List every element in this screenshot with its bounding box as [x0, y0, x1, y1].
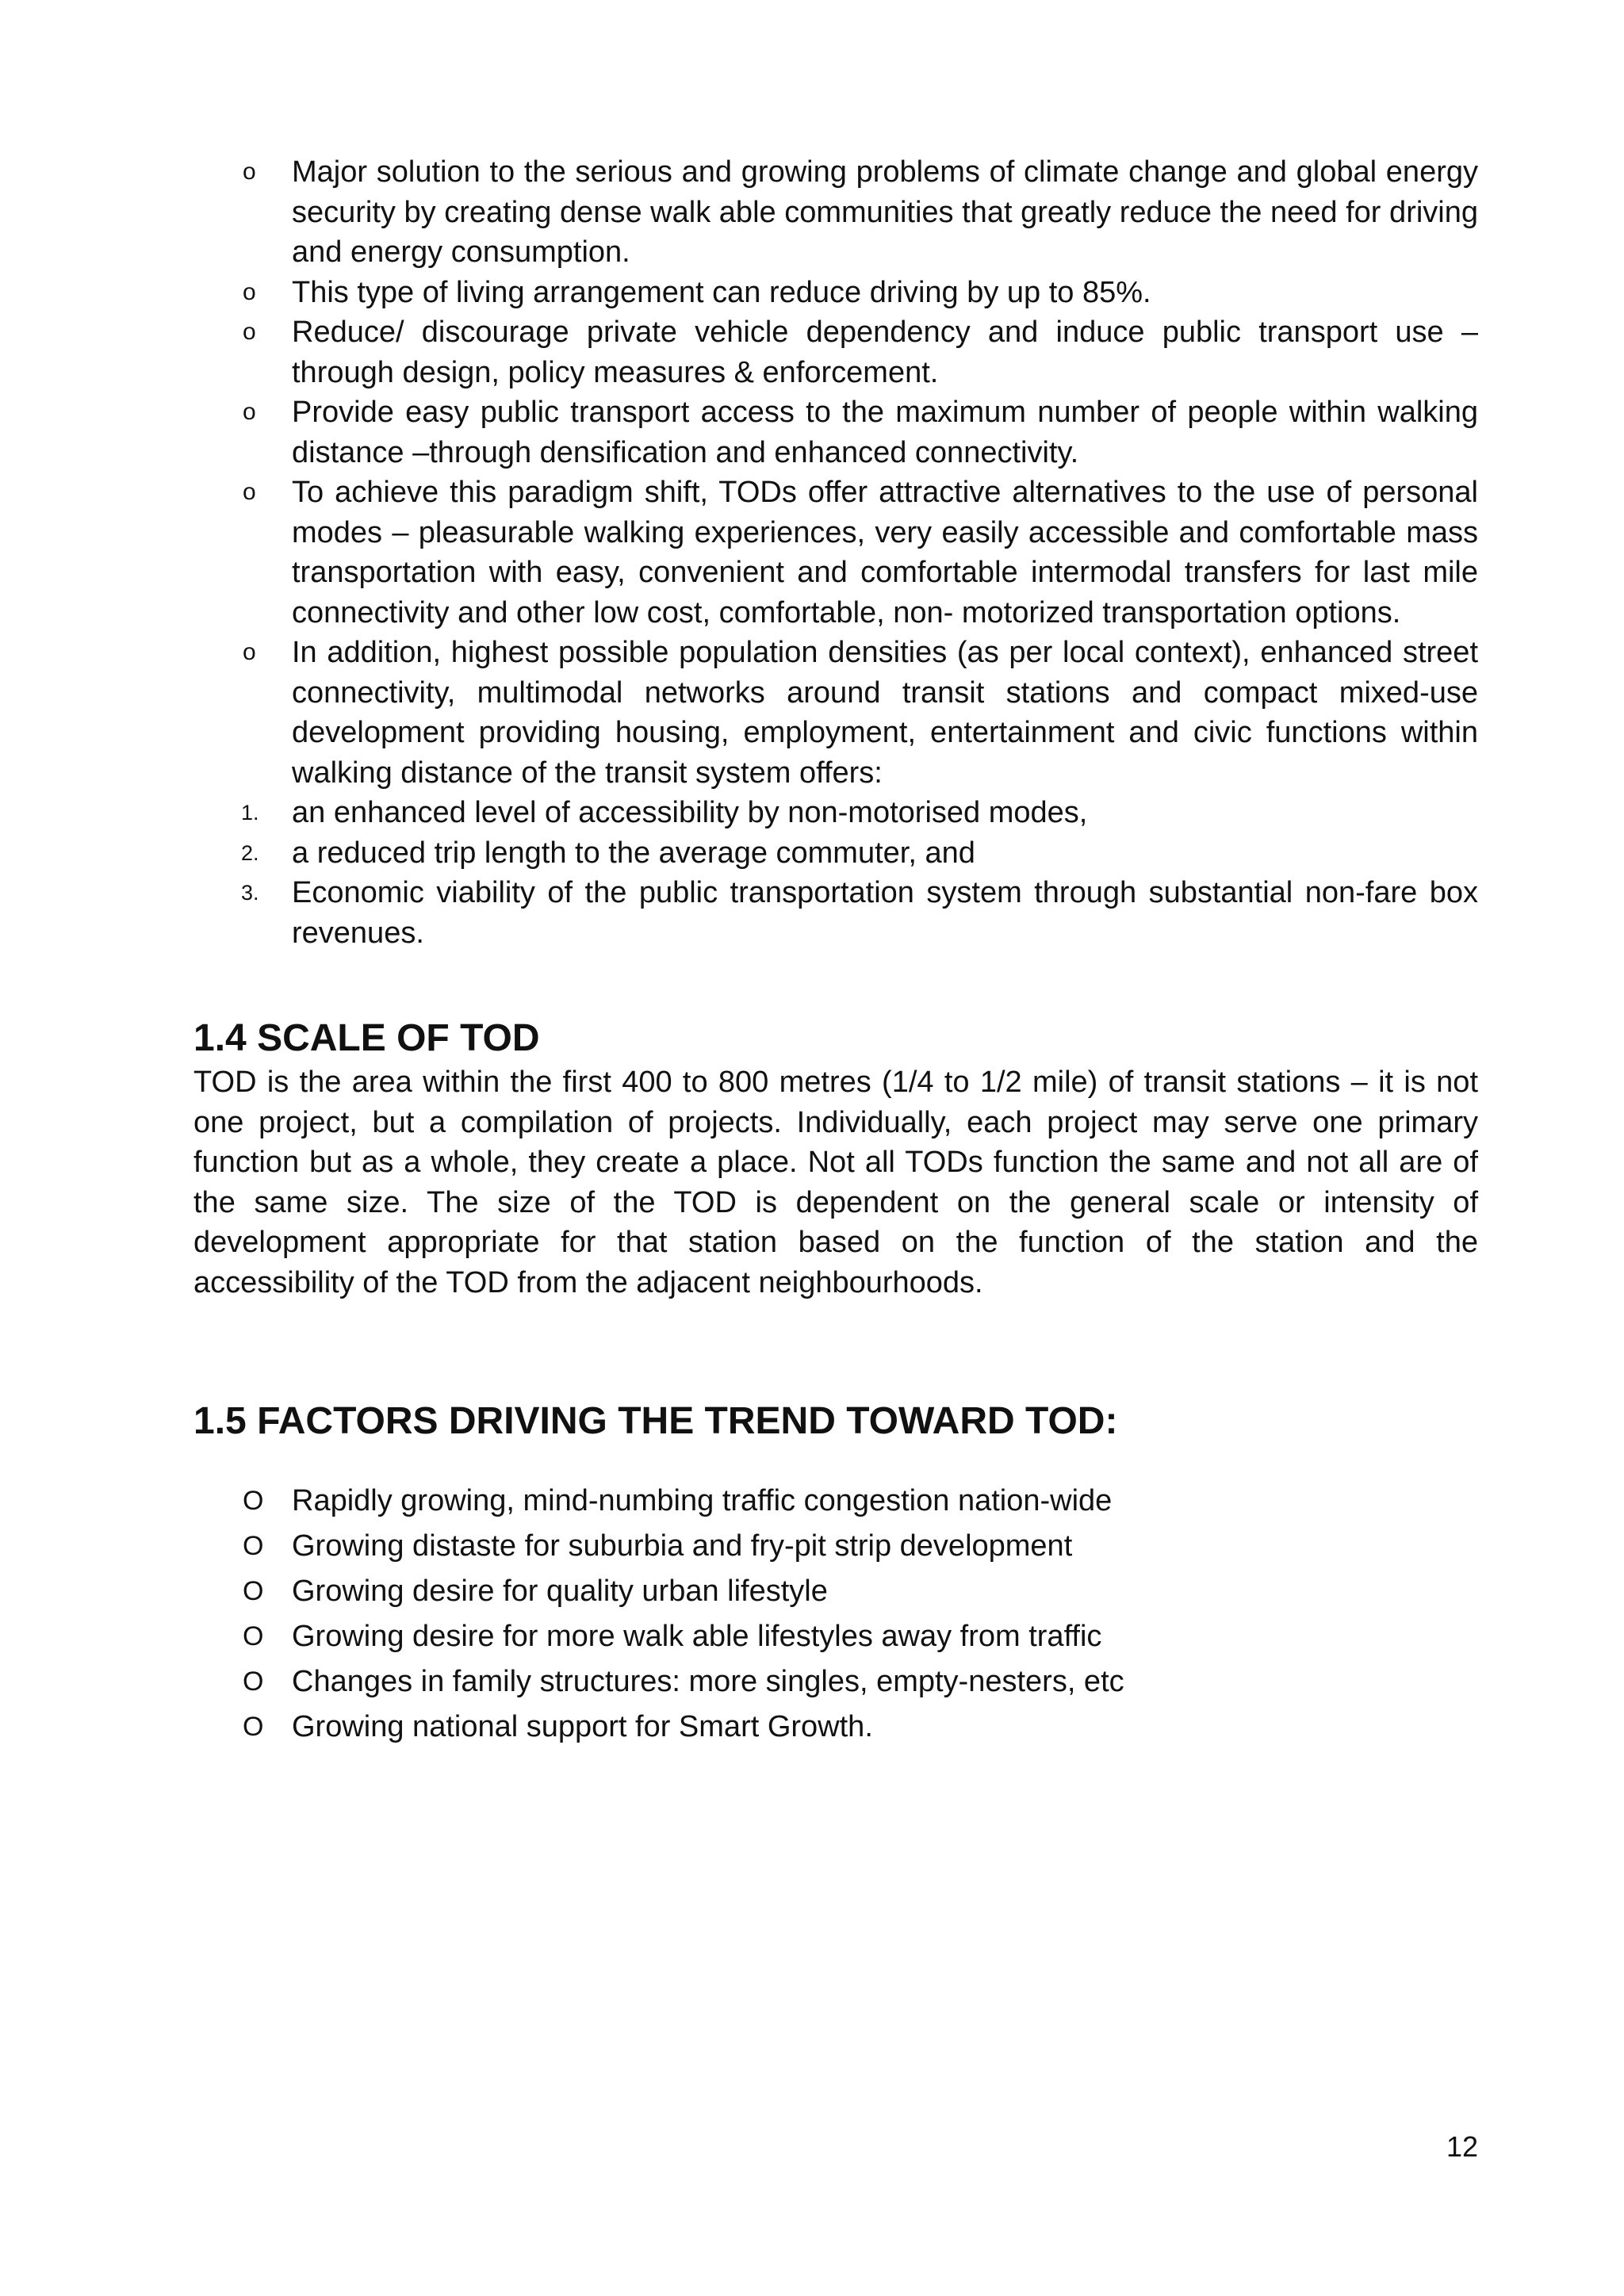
list-item — [193, 1614, 1478, 1659]
list-item — [193, 1705, 1478, 1750]
number-marker: 1. — [241, 801, 259, 825]
section-heading-factors: 1.5 FACTORS DRIVING THE TREND TOWARD TOD: — [193, 1400, 1118, 1442]
list-item-text: This type of living arrangement can reduce driving by up to 85%. — [292, 275, 1151, 309]
benefits-bullet-list — [193, 152, 1478, 793]
numbered-item-text: Economic viability of the public transportation system through substantial non-fare box revenues. — [292, 876, 1478, 950]
list-item-text: Major solution to the serious and growing problems of climate change and global energy security by creating dense walk able communities that greatly reduce the need for driving and energy consumption. — [292, 155, 1478, 269]
bullet-marker: O — [243, 1667, 264, 1697]
list-item — [193, 473, 1478, 633]
numbered-item — [193, 793, 1478, 833]
numbered-item-text: a reduced trip length to the average commuter, and — [292, 836, 975, 870]
list-item — [193, 1479, 1478, 1524]
numbered-item — [193, 873, 1478, 953]
list-item-text: Changes in family structures: more singles, empty-nesters, etc — [292, 1665, 1124, 1698]
list-item-text: Rapidly growing, mind-numbing traffic congestion nation-wide — [292, 1484, 1113, 1517]
list-item — [193, 152, 1478, 273]
list-item-text: Growing distaste for suburbia and fry-pit strip development — [292, 1529, 1073, 1563]
list-item — [193, 1524, 1478, 1569]
list-item-text: Growing desire for more walk able lifestyles away from traffic — [292, 1620, 1102, 1653]
page-number: 12 — [1446, 2130, 1478, 2163]
bullet-marker: o — [243, 319, 256, 345]
list-item — [193, 1569, 1478, 1614]
list-item — [193, 1659, 1478, 1705]
scale-of-tod-paragraph: TOD is the area within the first 400 to 800 metres (1/4 to 1/2 mile) of transit stations – it is not one project, but a compilation of projects. Individually, each project may serve one primary function but as a whole, they create a place. Not all TODs function the same and not all are of the same size. The size of the TOD is dependent on the general scale or intensity of development appropriate for that station based on the function of the station and the accessibility of the TOD from the adjacent neighbourhoods. — [193, 1066, 1478, 1299]
list-item-text: Growing desire for quality urban lifestyle — [292, 1575, 828, 1608]
bullet-marker: O — [243, 1621, 264, 1651]
bullet-marker: O — [243, 1486, 264, 1516]
bullet-marker: O — [243, 1576, 264, 1606]
section-heading-scale-of-tod: 1.4 SCALE OF TOD — [193, 1017, 540, 1059]
list-item-text: Growing national support for Smart Growth. — [292, 1710, 873, 1743]
bullet-marker: o — [243, 159, 256, 185]
bullet-marker: O — [243, 1531, 264, 1561]
factors-bullet-list — [193, 1479, 1478, 1750]
number-marker: 2. — [241, 840, 259, 865]
page-content — [193, 152, 1478, 1750]
numbered-item-text: an enhanced level of accessibility by non-motorised modes, — [292, 796, 1088, 829]
bullet-marker: o — [243, 399, 256, 425]
list-item — [193, 392, 1478, 473]
list-item-text: Reduce/ discourage private vehicle dependency and induce public transport use – through design, policy measures & enforcement. — [292, 316, 1478, 389]
offers-numbered-list — [193, 793, 1478, 953]
number-marker: 3. — [241, 881, 259, 905]
bullet-marker: O — [243, 1712, 264, 1742]
bullet-marker: o — [243, 479, 256, 505]
numbered-item — [193, 833, 1478, 874]
list-item — [193, 633, 1478, 793]
bullet-marker: o — [243, 639, 256, 665]
list-item — [193, 273, 1478, 313]
bullet-marker: o — [243, 278, 256, 305]
list-item-text: To achieve this paradigm shift, TODs offer attractive alternatives to the use of personal modes – pleasurable walking experiences, very easily accessible and comfortable mass transportation with easy, convenient and comfortable intermodal transfers for last mile connectivity and other low cost, comfortable, non- motorized transportation options. — [292, 476, 1478, 629]
list-item-text: Provide easy public transport access to the maximum number of people within walking distance –through densification and enhanced connectivity. — [292, 396, 1478, 469]
list-item — [193, 312, 1478, 392]
list-item-text: In addition, highest possible population densities (as per local context), enhanced street connectivity, multimodal networks around transit stations and compact mixed-use development providing housing, employment, entertainment and civic functions within walking distance of the transit system offers: — [292, 636, 1478, 790]
